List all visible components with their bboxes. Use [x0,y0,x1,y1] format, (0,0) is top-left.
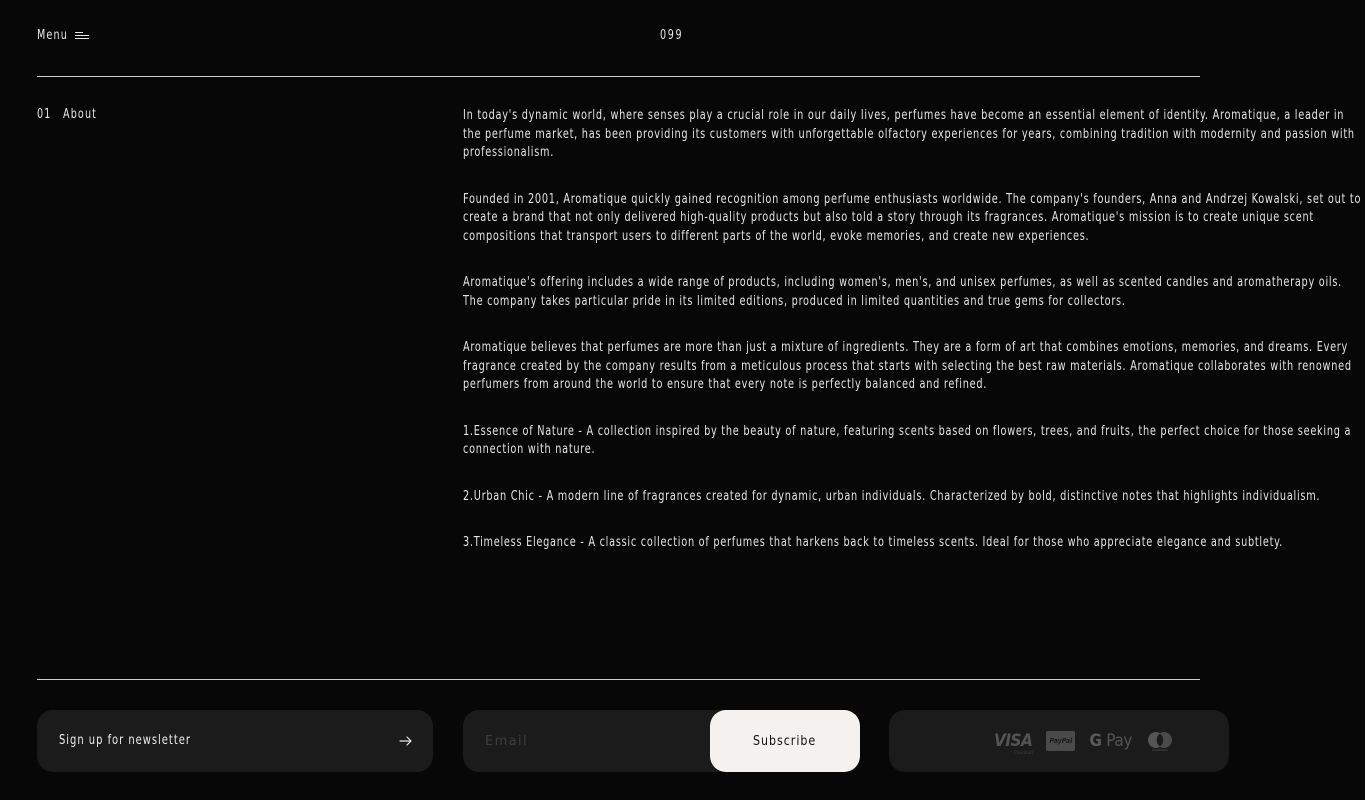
collection-item: 1.Essence of Nature - A collection inspired by the beauty of nature, featuring scents based on flowers, trees, and fruits, the perfect choice for those seeking a connection with nature. [463,423,1352,457]
paragraph: In today's dynamic world, where senses play a crucial role in our daily lives, perfumes have become an essential element of identity. Aromatique, a leader in the perfume market, has been providing its customers with unforgettable olfactory experiences for years, combining tradition with modernity and passion with professionalism. [463,108,1355,160]
section-number: 01 [37,107,52,122]
collection-item: 3.Timeless Elegance - A classic collection of perfumes that harkens back to timeless scents. Ideal for those who appreciate elegance and subtlety. [463,535,1283,550]
page-code: 099 [660,28,684,43]
paragraph: Founded in 2001, Aromatique quickly gained recognition among perfume enthusiasts worldwide. The company's founders, Anna and Andrzej Kowalski, set out to create a brand that not only delivered high-quality products but also told a story through its fragrances. Aromatique's mission is to create unique scent compositions that transport users to different parts of the world, evoke memories, and create new experiences. [463,191,1362,244]
email-input[interactable] [463,710,709,772]
section-title: About [62,107,98,122]
top-divider [37,76,1200,77]
collection-item: 2.Urban Chic - A modern line of fragrances created for dynamic, urban individuals. Characterized by bold, distinctive notes that highlights individualism. [463,488,1321,504]
section-label [37,107,97,122]
visa-logo: VISA Checkout [994,731,1034,755]
arrow-right-icon [399,734,413,748]
bottom-divider [37,679,1200,680]
subscribe-button[interactable] [710,710,860,772]
subscribe-form [463,710,860,772]
newsletter-label: Sign up for newsletter [59,732,191,748]
menu-label: Menu [37,28,68,43]
about-content [463,107,1363,581]
paragraph: Aromatique believes that perfumes are more than just a mixture of ingredients. They are a form of art that combines emotions, memories, and dreams. Every fragrance created by the company results from a meticulous process that starts with selecting the best raw materials. Aromatique collaborates with renowned perfumers from around the world to ensure that every note is perfectly balanced and refined. [463,340,1352,392]
subscribe-label: Subscribe [753,733,817,749]
menu-button[interactable] [37,28,89,43]
newsletter-signup-button[interactable] [37,710,433,772]
google-pay-logo: G Pay [1089,731,1133,751]
mastercard-logo [1146,730,1174,752]
payment-methods [889,710,1229,772]
paragraph: Aromatique's offering includes a wide range of products, including women's, men's, and unisex perfumes, as well as scented candles and aromatherapy oils. The company takes particular pride in its limited editions, produced in limited quantities and true gems for collectors. [463,275,1342,309]
paypal-logo: PayPal [1046,731,1075,751]
menu-icon [75,31,89,41]
top-bar [37,28,1200,48]
